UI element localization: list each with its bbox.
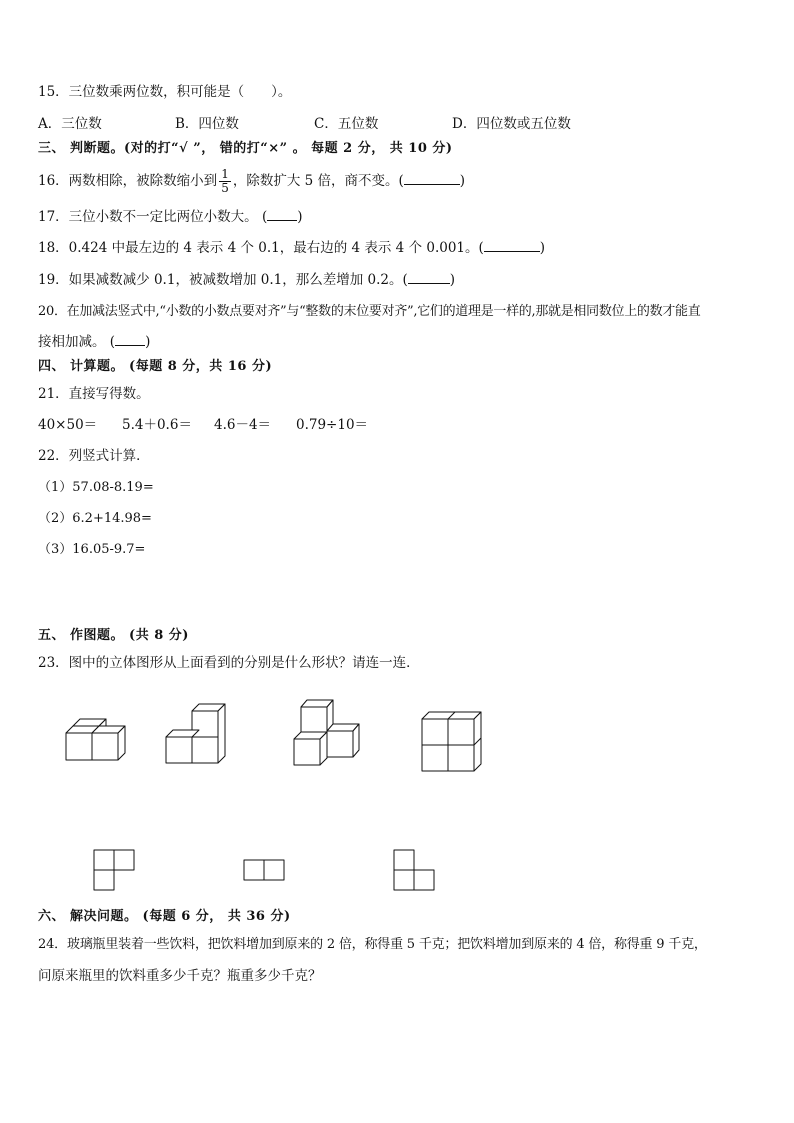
calc-item-2: 5.4＋0.6＝ xyxy=(122,417,192,433)
solid-figure-2[interactable] xyxy=(166,704,225,763)
question-17-text: 17．三位小数不一定比两位小数大。 ( xyxy=(38,209,268,225)
calc-item-3: 4.6－4＝ xyxy=(214,417,272,433)
section-5-heading: 五、 作图题。 (共 8 分) xyxy=(38,628,189,643)
calc-item-4: 0.79÷10＝ xyxy=(296,417,369,433)
question-20-line-1: 20．在加减法竖式中,“小数的小数点要对齐”与“整数的末位要对齐”,它们的道理是一样的,那就是相同数位上的数才能直 xyxy=(38,304,701,319)
question-24-line-2: 问原来瓶里的饮料重多少千克？瓶重多少千克？ xyxy=(38,968,322,984)
question-24-line-1: 24．玻璃瓶里装着一些饮料，把饮料增加到原来的 2 倍，称得重 5 千克；把饮料增加到原来的 4 倍，称得重 9 千克， xyxy=(38,937,707,952)
section-3-heading: 三、 判断题。(对的打“√ ”， 错的打“×” 。 每题 2 分， 共 10 分) xyxy=(38,141,453,156)
section-6-heading: 六、 解决问题。 (每题 6 分， 共 36 分) xyxy=(38,909,291,924)
question-15-stem: 15．三位数乘两位数，积可能是（ ）。 xyxy=(38,84,292,100)
top-view-3[interactable] xyxy=(394,850,434,890)
solid-figure-1[interactable] xyxy=(66,719,125,760)
question-22-item-1: （1）57.08-8.19= xyxy=(38,480,154,495)
solid-figure-4[interactable] xyxy=(422,712,481,771)
question-22-item-2: （2）6.2+14.98= xyxy=(38,511,152,526)
question-20-close: ) xyxy=(145,334,151,350)
section-4-heading: 四、 计算题。 (每题 8 分，共 16 分) xyxy=(38,359,273,374)
fraction-denominator: 5 xyxy=(221,181,229,195)
question-16-text-b: ，除数扩大 5 倍，商不变。( xyxy=(232,173,404,189)
fraction-numerator: 1 xyxy=(221,167,229,181)
question-23-stem: 23．图中的立体图形从上面看到的分别是什么形状？请连一连． xyxy=(38,655,420,671)
question-20-text: 接相加减。 ( xyxy=(38,334,116,350)
solid-figure-3[interactable] xyxy=(294,700,359,765)
option-a[interactable]: A．三位数 xyxy=(38,116,102,132)
question-18-text: 18．0.424 中最左边的 4 表示 4 个 0.1，最右边的 4 表示 4 个 0.001。( xyxy=(38,240,484,256)
option-b[interactable]: B．四位数 xyxy=(175,116,239,132)
question-16-text-a: 16．两数相除，被除数缩小到 xyxy=(38,173,218,189)
question-21-stem: 21．直接写得数。 xyxy=(38,386,150,402)
option-d[interactable]: D．四位数或五位数 xyxy=(452,116,571,132)
question-16-close: ) xyxy=(459,173,466,189)
calc-item-1: 40×50＝ xyxy=(38,417,98,433)
question-19-text: 19．如果减数减少 0.1，被减数增加 0.1，那么差增加 0.2。( xyxy=(38,272,408,288)
top-view-1[interactable] xyxy=(94,850,134,890)
question-19-close: ) xyxy=(449,272,456,288)
question-18-close: ) xyxy=(539,240,546,256)
question-22-stem: 22．列竖式计算． xyxy=(38,448,150,464)
question-17-close: ) xyxy=(297,209,303,225)
option-c[interactable]: C．五位数 xyxy=(314,116,379,132)
question-22-item-3: （3）16.05-9.7= xyxy=(38,542,146,557)
top-view-2[interactable] xyxy=(244,860,284,880)
